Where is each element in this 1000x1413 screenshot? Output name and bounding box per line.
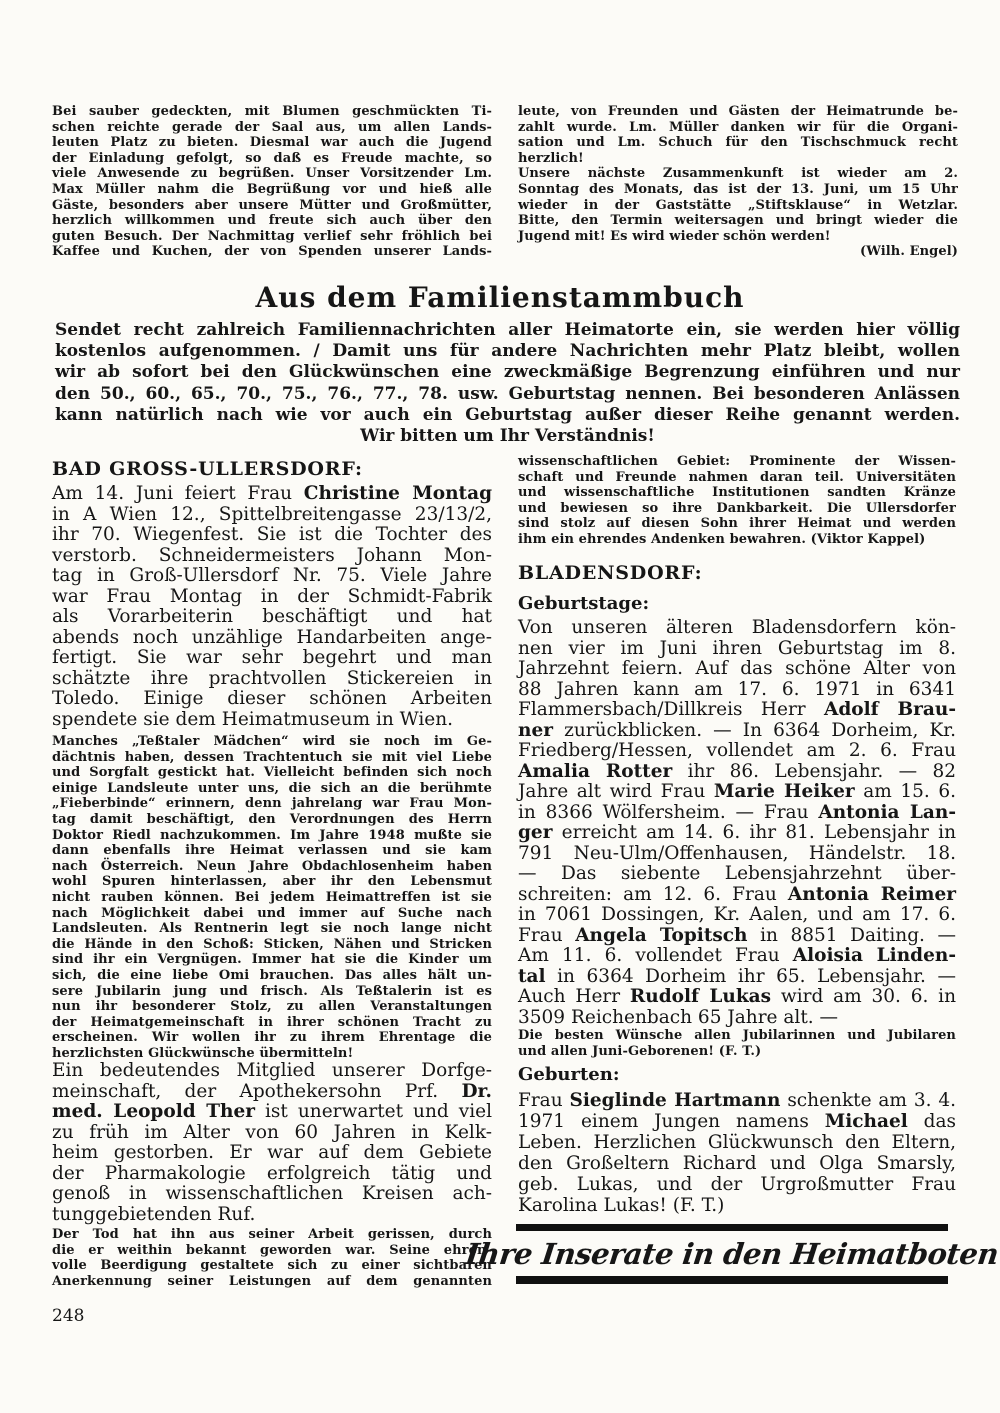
- text-line: einige Landsleute unter uns, die sich an die berühmte: [52, 780, 492, 796]
- text-line: der Heimatgemeinschaft in ihrer schönen Tracht zu: [52, 1014, 492, 1030]
- text-line: ihm ein ehrendes Andenken bewahren. (Viktor Kappel): [518, 531, 926, 547]
- text-line: Auch Herr Rudolf Lukas wird am 30. 6. in: [518, 986, 956, 1007]
- text-line: ner zurückblicken. — In 6364 Dorheim, Kr.: [518, 719, 956, 741]
- text-line: verstorb. Schneidermeisters Johann Mon-: [52, 544, 492, 566]
- text-line: tal in 6364 Dorheim ihr 65. Lebensjahr. —: [518, 965, 956, 987]
- births-paragraph: [518, 1090, 956, 1216]
- text-line: Manches „Teßtaler Mädchen“ wird sie noch im Ge-: [52, 734, 492, 749]
- text-line: leuten Platz zu bieten. Diesmal war auch die Jugend: [52, 135, 492, 151]
- text-line: als Vorarbeiterin beschäftigt und hat: [52, 606, 492, 627]
- text-line: sere Jubilarin jung und frisch. Als Teßtalerin ist es: [52, 983, 492, 999]
- bladensdorf-header: BLADENSDORF:: [518, 562, 703, 584]
- text-line: wieder in der Gaststätte „Stiftsklause“ in Wetzlar.: [518, 197, 958, 213]
- text-line: dann ebenfalls ihre Heimat verlassen und sie kam: [52, 843, 492, 859]
- text-line: Leben. Herzlichen Glückwunsch den Eltern,: [518, 1132, 956, 1153]
- text-line: Am 14. Juni feiert Frau Christine Montag: [52, 483, 492, 504]
- text-line: Toledo. Einige dieser schönen Arbeiten: [52, 688, 492, 709]
- text-line: Anerkennung seiner Leistungen auf dem genannten: [52, 1273, 492, 1289]
- text-line: Jugend mit! Es wird wieder schön werden!: [518, 228, 831, 244]
- text-line: herzlichsten Glückwünsche übermitteln!: [52, 1045, 354, 1061]
- text-line: sind ihr ein Vergnügen. Immer hat sie die Kinder um: [52, 952, 492, 968]
- top-right-paragraph: [518, 104, 958, 260]
- text-line: den 50., 60., 65., 70., 75., 76., 77., 78. usw. Geburtstag nennen. Bei besonderen Anlässen: [55, 383, 960, 404]
- text-line: Frau Angela Topitsch in 8851 Daiting. —: [518, 924, 956, 946]
- text-line: kann natürlich nach wie vor auch ein Geburtstag außer dieser Reihe genannt werden.: [55, 404, 960, 425]
- ullersdorf-detail-paragraph: [52, 734, 492, 1061]
- text-line: wohl Spuren hinterlassen, aber ihr den Lebensmut: [52, 874, 492, 890]
- text-line: Amalia Rotter ihr 86. Lebensjahr. — 82: [518, 760, 956, 782]
- text-line: Jahre alt wird Frau Marie Heiker am 15. 6.: [518, 781, 956, 802]
- section-intro-paragraph: [55, 320, 960, 447]
- banner-bottom-rule: [516, 1276, 948, 1284]
- ullersdorf-main-paragraph: [52, 484, 492, 730]
- ad-banner: [463, 1224, 1000, 1286]
- text-line: Unsere nächste Zusammenkunft ist wieder am 2.: [518, 166, 958, 182]
- text-line: heim gestorben. Er war auf dem Gebiete: [52, 1142, 492, 1163]
- text-line: schaft und Freunde nahmen daran teil. Universitäten: [518, 469, 956, 485]
- text-line: schen reichte gerade der Saal aus, um allen Lands-: [52, 119, 492, 135]
- text-line: tag in Groß-Ullersdorf Nr. 75. Viele Jahre: [52, 565, 492, 586]
- text-line: tunggebietenden Ruf.: [52, 1203, 256, 1225]
- text-line: Jahrzehnt feiern. Auf das schöne Alter von: [518, 658, 956, 679]
- ther-detail-paragraph: [52, 1227, 492, 1289]
- text-line: Max Müller nahm die Begrüßung vor und hieß alle: [52, 181, 492, 197]
- text-line: abends noch unzählige Handarbeiten ange-: [52, 626, 492, 648]
- text-line: leute, von Freunden und Gästen der Heimatrunde be-: [518, 104, 958, 119]
- text-line: wir ab sofort bei den Glückwünschen eine zweckmäßige Begrenzung einführen und nur: [55, 362, 960, 383]
- text-line: genoß in wissenschaftlichen Kreisen ach-: [52, 1183, 492, 1204]
- text-line: tag damit beschäftigt, den Verordnungen des Herrn: [52, 811, 492, 827]
- text-line: die Hände in den Schoß: Sticken, Nähen und Stricken: [52, 936, 492, 952]
- text-line: viele Anwesende zu begrüßen. Unser Vorsitzender Lm.: [52, 166, 492, 182]
- text-line: die er weithin bekannt geworden war. Seine ehren-: [52, 1242, 492, 1258]
- text-line: kostenlos aufgenommen. / Damit uns für andere Nachrichten mehr Platz bleibt, wollen: [55, 341, 960, 362]
- text-line: „Fieberbinde“ erinnern, denn jahrelang war Frau Mon-: [52, 796, 492, 812]
- text-line: — Das siebente Lebensjahrzehnt über-: [518, 863, 956, 884]
- text-line: Der Tod hat ihn aus seiner Arbeit gerissen, durch: [52, 1227, 492, 1242]
- text-line: Landsleuten. Als Rentnerin legt sie noch lange nicht: [52, 921, 492, 937]
- text-line: nun ihr besonderer Stolz, zu allen Veranstaltungen: [52, 999, 492, 1015]
- text-line: Doktor Riedl nachzukommen. Im Jahre 1948 mußte sie: [52, 827, 492, 843]
- birthdays-paragraph: [518, 618, 956, 1028]
- geburten-header: Geburten:: [518, 1064, 620, 1085]
- text-line: Sendet recht zahlreich Familiennachrichten aller Heimatorte ein, sie werden hier völlig: [55, 320, 960, 340]
- ad-banner-text: Ihre Inserate in den Heimatboten: [463, 1237, 1000, 1271]
- text-line: Bei sauber gedeckten, mit Blumen geschmückten Ti-: [52, 104, 492, 119]
- text-line: Am 11. 6. vollendet Frau Aloisia Linden-: [518, 945, 956, 966]
- text-line: und allen Juni-Geborenen! (F. T.): [518, 1043, 762, 1059]
- text-line: med. Leopold Ther ist unerwartet und viel: [52, 1101, 492, 1122]
- text-line: wissenschaftlichen Gebiet: Prominente der Wissen-: [518, 454, 956, 469]
- text-line: meinschaft, der Apothekersohn Prf. Dr.: [52, 1080, 492, 1102]
- text-line: erscheinen. Wir wollen ihr zu ihrem Ehrentage die: [52, 1030, 492, 1046]
- text-line: und wissenschaftliche Institutionen sandten Kränze: [518, 485, 956, 501]
- text-line: zahlt wurde. Lm. Müller danken wir für die Organi-: [518, 119, 958, 135]
- text-line: volle Beerdigung gestaltete sich zu einer sichtbaren: [52, 1258, 492, 1274]
- text-line: 1971 einem Jungen namens Michael das: [518, 1111, 957, 1132]
- text-line: in 8366 Wölfersheim. — Frau Antonia Lan-: [518, 801, 957, 823]
- text-line: der Einladung gefolgt, so daß es Freude machte, so: [52, 150, 492, 166]
- text-line: Gäste, besonders aber unsere Mütter und Großmütter,: [52, 197, 492, 213]
- page-number: 248: [52, 1306, 85, 1326]
- text-line: den Großeltern Richard und Olga Smarsly,: [518, 1153, 956, 1174]
- text-line: 88 Jahren kann am 17. 6. 1971 in 6341: [518, 678, 956, 700]
- ullersdorf-header: BAD GROSS-ULLERSDORF:: [52, 458, 363, 480]
- text-line: schätzte ihre prachtvollen Stickereien in: [52, 667, 492, 689]
- text-line: 3509 Reichenbach 65 Jahre alt. —: [518, 1006, 839, 1028]
- text-line: Kaffee und Kuchen, der von Spenden unserer Lands-: [52, 244, 492, 260]
- text-line: in A Wien 12., Spittelbreitengasse 23/13/2,: [52, 503, 492, 525]
- text-line: Wir bitten um Ihr Verständnis!: [360, 426, 655, 447]
- text-line: herzlich willkommen und freute sich auch über den: [52, 213, 492, 229]
- text-line: geb. Lukas, und der Urgroßmutter Frau: [518, 1174, 956, 1195]
- text-line: sich, die eine liebe Omi brauchen. Das alles hält un-: [52, 967, 492, 983]
- text-line: und bewiesen so ihre Dankbarkeit. Die Ullersdorfer: [518, 500, 956, 516]
- text-line: Von unseren älteren Bladensdorfern kön-: [518, 617, 956, 638]
- text-line: nicht rauben können. Bei jedem Heimattreffen ist sie: [52, 889, 492, 905]
- wishes-paragraph: [518, 1028, 956, 1059]
- text-line: Flammersbach/Dillkreis Herr Adolf Brau-: [518, 699, 956, 720]
- text-line: nach Österreich. Neun Jahre Obdachlosenheim haben: [52, 858, 492, 874]
- text-line: Friedberg/Hessen, vollendet am 2. 6. Frau: [518, 740, 956, 761]
- text-line: guten Besuch. Der Nachmittag verlief sehr fröhlich bei: [52, 228, 492, 244]
- text-line: zu früh im Alter von 60 Jahren in Kelk-: [52, 1121, 492, 1143]
- text-line: Sonntag des Monats, das ist der 13. Juni, um 15 Uhr: [518, 181, 959, 197]
- section-heading: Aus dem Familienstammbuch: [255, 281, 745, 314]
- text-line: in 7061 Dossingen, Kr. Aalen, und am 17. 6.: [518, 904, 956, 925]
- text-line: war Frau Montag in der Schmidt-Fabrik: [52, 585, 492, 607]
- ther-obituary-paragraph: [52, 1061, 492, 1225]
- text-line: herzlich!: [518, 150, 584, 166]
- text-line: (Wilh. Engel): [859, 244, 958, 260]
- text-line: ger erreicht am 14. 6. ihr 81. Lebensjahr in: [518, 822, 956, 843]
- kappel-paragraph: [518, 454, 956, 548]
- banner-top-rule: [516, 1224, 948, 1231]
- text-line: ihr 70. Wiegenfest. Sie ist die Tochter des: [52, 524, 492, 545]
- text-line: nen vier im Juni ihren Geburtstag im 8.: [518, 637, 956, 659]
- text-line: Bitte, den Termin weitersagen und bringt wieder die: [518, 213, 958, 229]
- text-line: nach Möglichkeit dabei und immer auf Suche nach: [52, 905, 492, 921]
- text-line: spendete sie dem Heimatmuseum in Wien.: [52, 708, 454, 730]
- text-line: Frau Sieglinde Hartmann schenkte am 3. 4.: [518, 1090, 957, 1111]
- text-line: fertigt. Sie war sehr begehrt und man: [52, 647, 492, 668]
- top-left-paragraph: [52, 104, 492, 260]
- text-line: Die besten Wünsche allen Jubilarinnen und Jubilaren: [518, 1028, 956, 1043]
- text-line: dächtnis haben, dessen Trachtentuch sie mit viel Liebe: [52, 749, 492, 765]
- text-line: sation und Lm. Schuch für den Tischschmuck recht: [518, 135, 958, 151]
- text-line: Ein bedeutendes Mitglied unserer Dorfge-: [52, 1060, 492, 1081]
- text-line: 791 Neu-Ulm/Offenhausen, Händelstr. 18.: [518, 842, 956, 864]
- text-line: schreiten: am 12. 6. Frau Antonia Reimer: [518, 883, 956, 905]
- text-line: und Sorgfalt gestickt hat. Vielleicht befinden sich noch: [52, 765, 492, 781]
- text-line: sind stolz auf diesen Sohn ihrer Heimat und werden: [518, 516, 956, 532]
- text-line: Karolina Lukas! (F. T.): [518, 1195, 725, 1216]
- geburtstage-header: Geburtstage:: [518, 593, 650, 614]
- text-line: der Pharmakologie erfolgreich tätig und: [52, 1162, 492, 1184]
